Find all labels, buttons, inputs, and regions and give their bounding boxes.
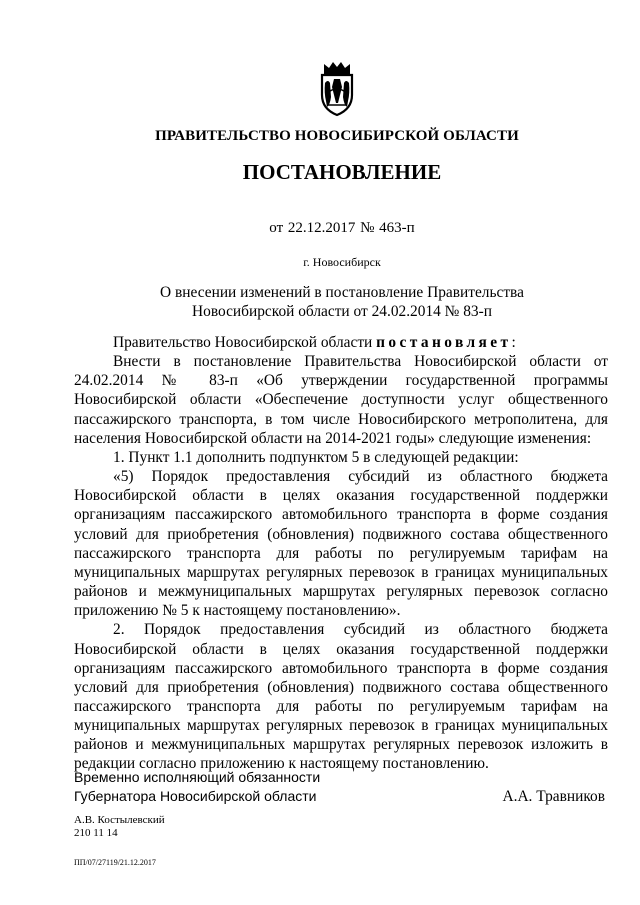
intro-lead: Правительство Новосибирской области: [113, 334, 377, 351]
body-paragraph: 2. Порядок предоставления субсидий из областного бюджета Новосибирской области в целях оказания государственной поддержки организациям пассажирского автомобильного транспорта в форме создания условий для приобретения (обновления) подвижного состава общественного пассажирского транспорта для работы по регулируемым тарифам на муниципальных маршрутах регулярных перевозок в границах муниципальных районов и межмуниципальных маршрутах регулярных перевозок изложить в редакции согласно приложению к настоящему постановлению.: [74, 621, 608, 773]
executor-block: [74, 814, 165, 839]
city-line: г. Новосибирск: [303, 255, 381, 269]
document-footer-code: ПП/07/27119/21.12.2017: [74, 858, 156, 867]
resolve-word: постановляет: [376, 334, 512, 351]
date-number-line: от 22.12.2017 № 463-п: [269, 220, 415, 236]
document-body: [74, 333, 608, 774]
intro-colon: :: [511, 334, 516, 351]
document-subject: О внесении изменений в постановление Правительства Новосибирской области от 24.02.2014 № 83-п: [160, 284, 524, 320]
body-paragraph: Внести в постановление Правительства Новосибирской области от 24.02.2014 № 83-п «Об утверждении государственной программы Новосибирской области «Обеспечение доступности услуг общественного пассажирского транспорта, в том числе Новосибирского метрополитена, для населения Новосибирской области на 2014-2021 годы» следующие изменения:: [74, 353, 608, 447]
organization-title: ПРАВИТЕЛЬСТВО НОВОСИБИРСКОЙ ОБЛАСТИ: [155, 128, 519, 144]
signer-position-line1: Временно исполняющий обязанности: [74, 769, 321, 785]
signer-name: А.А. Травников: [502, 788, 605, 805]
novosibirsk-coat-of-arms-icon: [316, 61, 358, 117]
signer-position-line2: Губернатора Новосибирской области: [74, 788, 317, 804]
intro-paragraph: [74, 333, 608, 352]
body-paragraph: «5) Порядок предоставления субсидий из областного бюджета Новосибирской области в целях оказания государственной поддержки организациям пассажирского автомобильного транспорта в форме создания условий для приобретения (обновления) подвижного состава общественного пассажирского транспорта для работы по регулируемым тарифам на муниципальных маршрутах регулярных перевозок в границах муниципальных районов и межмуниципальных маршрутах регулярных перевозок согласно приложению № 5 к настоящему постановлению».: [74, 468, 608, 620]
document-type-heading: ПОСТАНОВЛЕНИЕ: [242, 160, 442, 184]
executor-name: А.В. Костылевский: [74, 814, 165, 826]
executor-phone: 210 11 14: [74, 826, 118, 839]
signature-block: [74, 768, 608, 806]
body-paragraph: 1. Пункт 1.1 дополнить подпунктом 5 в следующей редакции:: [113, 448, 519, 466]
